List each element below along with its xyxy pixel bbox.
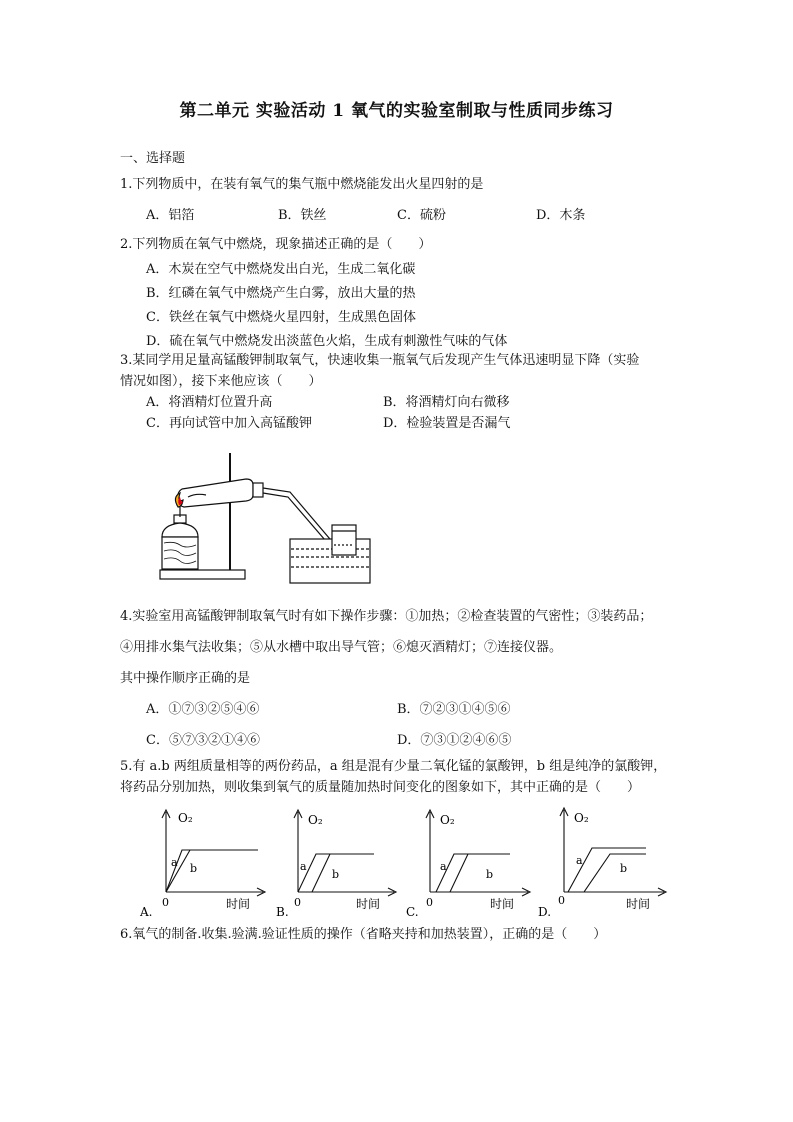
q5-line1: 5.有 a.b 两组质量相等的两份药品，a 组是混有少量二氧化锰的氯酸钾，b 组是纯净的氯酸钾， <box>120 759 667 774</box>
graph-d-series-a: a <box>576 854 583 867</box>
graph-a-x-label: 时间 <box>226 897 251 911</box>
q3-stem-line2: 情况如图），接下来他应该（ ） <box>120 374 322 389</box>
q2-stem: 2.下列物质在氧气中燃烧，现象描述正确的是（ ） <box>120 237 432 252</box>
q2-option-b: B．红磷在氧气中燃烧产生白雾，放出大量的热 <box>146 286 416 301</box>
q1-option-c: C．硫粉 <box>397 208 446 223</box>
graph-d-series-b: b <box>620 862 628 875</box>
graph-b-series-a: a <box>300 860 307 873</box>
q2-option-a: A．木炭在空气中燃烧发出白光，生成二氧化碳 <box>146 262 416 277</box>
graph-a-series-a: a <box>171 856 178 869</box>
graph-c-option-label: C. <box>406 905 419 919</box>
q6-stem: 6.氧气的制备.收集.验满.验证性质的操作（省略夹持和加热装置），正确的是（ ） <box>120 927 607 942</box>
graph-d-origin: 0 <box>558 894 565 907</box>
graph-c <box>404 808 534 920</box>
q3-option-d: D．检验装置是否漏气 <box>383 416 511 431</box>
graph-d-option-label: D. <box>538 905 552 919</box>
q4-option-d: D．⑦③①②④⑥⑤ <box>397 733 512 748</box>
q3-option-a: A．将酒精灯位置升高 <box>146 395 273 410</box>
graph-b-origin: 0 <box>294 896 301 909</box>
graph-a <box>138 808 268 920</box>
graph-b <box>274 808 404 920</box>
q4-option-b: B．⑦②③①④⑤⑥ <box>397 702 511 717</box>
graph-a-y-label: O₂ <box>178 811 193 825</box>
q4-line3: 其中操作顺序正确的是 <box>120 671 251 686</box>
graph-a-option-label: A. <box>140 905 153 919</box>
q2-option-d: D．硫在氧气中燃烧发出淡蓝色火焰，生成有刺激性气味的气体 <box>146 334 508 349</box>
q3-stem-line1: 3.某同学用足量高锰酸钾制取氧气，快速收集一瓶氧气后发现产生气体迅速明显下降（实验 <box>120 353 640 368</box>
graph-b-series-b: b <box>332 868 340 881</box>
graph-d-y-label: O₂ <box>574 811 589 825</box>
q1-option-a: A．铝箔 <box>146 208 195 223</box>
q1-option-d: D．木条 <box>536 208 586 223</box>
q1-stem: 1.下列物质中，在装有氧气的集气瓶中燃烧能发出火星四射的是 <box>120 177 484 192</box>
graph-a-series-b: b <box>190 862 198 875</box>
q1-option-b: B．铁丝 <box>278 208 327 223</box>
graph-a-origin: 0 <box>162 896 169 909</box>
q5-line2: 将药品分别加热，则收集到氧气的质量随加热时间变化的图象如下，其中正确的是（ ） <box>120 780 641 795</box>
graph-b-x-label: 时间 <box>356 897 381 911</box>
graph-c-y-label: O₂ <box>440 813 455 827</box>
graph-b-y-label: O₂ <box>308 813 323 827</box>
q3-option-b: B．将酒精灯向右微移 <box>383 395 510 410</box>
q3-option-c: C．再向试管中加入高锰酸钾 <box>146 416 312 431</box>
graph-b-option-label: B. <box>276 905 289 919</box>
apparatus-figure <box>150 445 380 585</box>
section-heading: 一、选择题 <box>120 151 186 166</box>
q4-option-a: A．①⑦③②⑤④⑥ <box>146 702 260 717</box>
q2-option-c: C．铁丝在氧气中燃烧火星四射，生成黑色固体 <box>146 310 416 325</box>
page-title: 第二单元 实验活动 1 氧气的实验室制取与性质同步练习 <box>179 101 614 121</box>
q4-line2: ④用排水集气法收集；⑤从水槽中取出导气管；⑥熄灭酒精灯；⑦连接仪器。 <box>120 640 563 655</box>
q4-option-c: C．⑤⑦③②①④⑥ <box>146 733 260 748</box>
graph-d <box>536 806 670 920</box>
graph-c-origin: 0 <box>426 896 433 909</box>
graph-d-x-label: 时间 <box>626 897 651 911</box>
q4-line1: 4.实验室用高锰酸钾制取氧气时有如下操作步骤：①加热；②检查装置的气密性；③装药品； <box>120 609 653 624</box>
graph-c-series-b: b <box>486 868 494 881</box>
graph-c-series-a: a <box>440 860 447 873</box>
graph-c-x-label: 时间 <box>490 897 515 911</box>
